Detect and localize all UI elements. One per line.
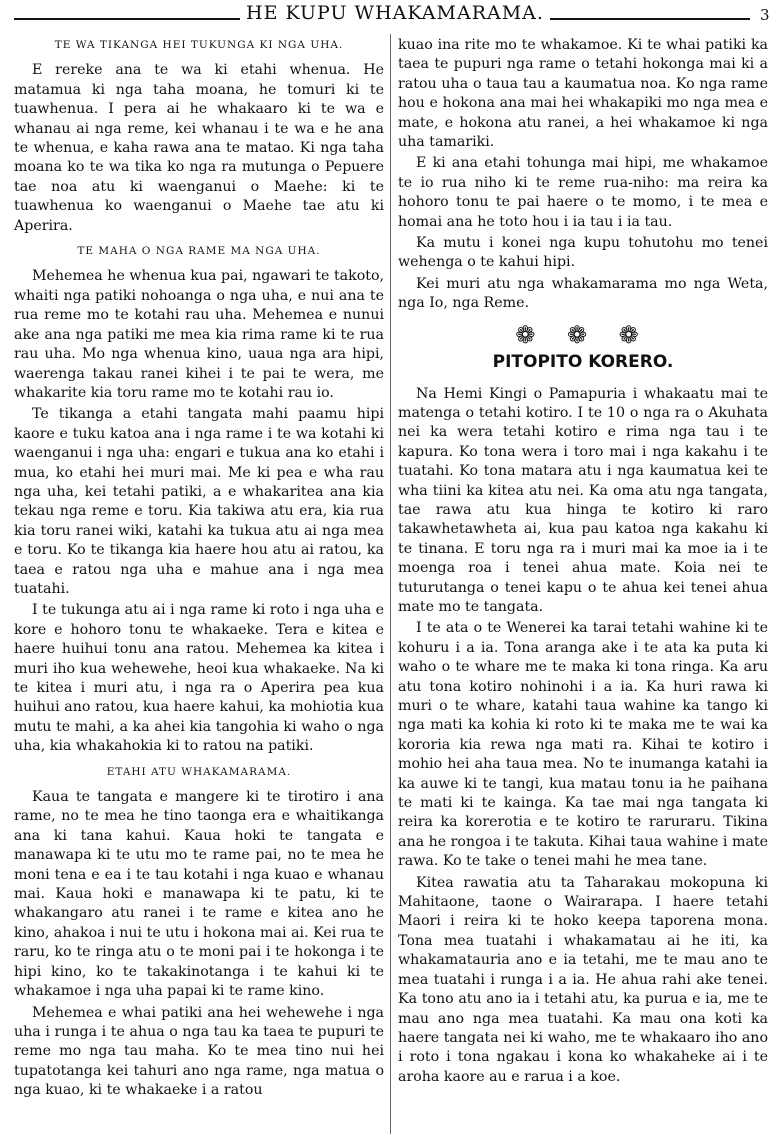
column-divider (390, 34, 391, 1134)
paragraph: Na Hemi Kingi o Pamapuria i whakaatu mai te matenga o tetahi kotiro. I te 10 o nga ra o Akuhata nei ka wera tetahi kotiro e rima nga tau i te kapura. Ko tona wera i toro mai i nga kakahu i te tuatahi. Ko tona matara atu i nga kaumatua kei te wha tiini ka kitea atu nei. Ka oma atu nga tangata, tae rawa atu kua hinga te kotiro ki raro takawhetawheta ai, kua pau katoa nga kakahu ki te tinana. E toru nga ra i muri mai ka moe ia i te moenga roa i tenei ahua mate. Koia nei te tuturutanga o tenei kapu o te ahua kei tenei ahua mate mo te tangata. (398, 385, 768, 615)
right-column (398, 36, 768, 1087)
paragraph: E ki ana etahi tohunga mai hipi, me whakamoe te io rua niho ki te reme rua-niho: ma reira ka hohoro tonu te pai haere o te momo, i te mea e homai ana he toto hou i ia tau i ia tau. (398, 155, 768, 230)
paragraph: Ka mutu i konei nga kupu tohutohu mo tenei wehenga o te kahui hipi. (398, 235, 768, 271)
paragraph: Te tikanga a etahi tangata mahi paamu hipi kaore e tuku katoa ana i nga rame i te wa kotahi ki waenganui i nga uha: engari e tukua ana ko etahi i mua, ko etahi hei muri mai. Me ki pea e wha rau nga uha, kei tetahi patiki, a e whakaritea ana kia tekau nga reme e toru. Kia takiwa atu era, kia rua kia toru ranei wiki, katahi ka tukua atu ai nga mea e toru. Ko te tikanga kia haere hou atu ai ratou, ka taea e ratou nga uha e mahue ana i nga mea tuatahi. (14, 406, 384, 597)
flower-ornament-icon: ❁ ❁ ❁ (515, 320, 651, 349)
paragraph: Mehemea he whenua kua pai, ngawari te takoto, whaiti nga patiki nohoanga o nga uha, e nui ana te rua reme mo te kotahi rau uha. Mehemea e nunui ake ana nga patiki me mea kia rima rame ki te rua rau uha. Mo nga whenua kino, uaua nga ara hipi, waerenga takau ranei kihei i te pai te wera, me whakarite kia toru rame mo te kotahi rau io. (14, 268, 384, 401)
section-heading: TE WA TIKANGA HEI TUKUNGA KI NGA UHA. (54, 39, 344, 51)
page-number: 3 (760, 6, 770, 24)
news-heading: PITOPITO KORERO. (492, 352, 674, 373)
section-heading: ETAHI ATU WHAKAMARAMA. (106, 765, 292, 778)
section-heading: TE MAHA O NGA RAME MA NGA UHA. (77, 245, 321, 258)
left-column (14, 36, 384, 1101)
page-header (0, 0, 782, 30)
paragraph: E rereke ana te wa ki etahi whenua. He matamua ki nga taha moana, he tomuri ki te tuawhenua. I pera ai he whakaaro ki te wa e whanau ai nga reme, kei whanau i te wa e he ana te whenua, e kaha rawa ana te matao. Ki nga taha moana ko te wa tika ko nga ra mutunga o Pepuere tae noa atu ki waenganui o Maehe: ki te tuawhenua ko waenganui o Maehe tae atu ki Aperira. (14, 62, 384, 234)
paragraph: Kaua te tangata e mangere ki te tirotiro i ana rame, no te mea he tino taonga era e whaitikanga ana ki tana kahui. Kaua hoki te tangata e manawapa ki te utu mo te rame pai, no te mea he moni tena e ea i te tau kotahi i nga kuao e whanau mai. Kaua hoki e manawapa ki te patu, ki te whakangaro atu ranei i te rame e kitea ano he kino, ahakoa i nui te utu i hokona mai ai. Kei rua te raru, ko te ringa atu o te moni pai i te hokonga i te hipi kino, ko te takakinotanga i te kahui ki te whakamoe i nga uha papai ki te rame kino. (14, 789, 384, 1000)
running-title: HE KUPU WHAKAMARAMA. (246, 2, 544, 24)
paragraph: Mehemea e whai patiki ana hei wehewehe i nga uha i runga i te ahua o nga tau ka taea te pupuri te reme mo nga tau maha. Ko te mea tino nui hei tupatotanga kei tahuri ano nga rame, nga matua o nga kuao, ki te whakaeke i a ratou (14, 1004, 384, 1099)
header-rule-left (14, 18, 240, 20)
paragraph: Kitea rawatia atu ta Taharakau mokopuna ki Mahitaone, taone o Wairarapa. I haere tetahi Maori i reira ki te hoko keepa taporena mona. Tona mea tuatahi i whakamatau ai he iti, ka whakamatauria ano e ia tetahi, me te mau ano te mea tuatahi i runga i a ia. He ahua rahi ake tenei. Ka tono atu ano ia i tetahi atu, ka purua e ia, me te mau ano nga mea tuatahi. Ka mau ona koti ka haere tangata nei ki waho, me te whakaaro iho ano i roto i tona ngakau i kona ko whakaheke ai i te aroha kaore au e rarua i a koe. (398, 874, 768, 1085)
paragraph: I te ata o te Wenerei ka tarai tetahi wahine ki te kohuru i a ia. Tona aranga ake i te ata ka puta ki waho o te whare me te maka ki tona ringa. Ka aru atu tona kotiro nohinohi i a ia. Ka huri rawa ki muri o te whare, katahi taua wahine ka tango ki nga mati ka kohia ki roto ki te maka me te wai ka kororia kia rewa nga mati ra. Kihai te kotiro i mohio hei aha taua mea. No te inumanga katahi ia ka auwe ki te tangi, kua matau tonu ia he paihana te mati ki te kainga. Ka tae mai nga tangata ki reira ka korerotia e te kotiro te raruraru. Tikina ana he rongoa i te takuta. Kihai taua wahine i mate rawa. Ko te take o tenei mahi he mea tane. (398, 620, 768, 870)
header-rule-right (550, 18, 750, 20)
paragraph: I te tukunga atu ai i nga rame ki roto i nga uha e kore e hohoro tonu te whakaeke. Tera e kitea e haere huihui tonu ana ratou. Mehemea ka kitea i muri iho kua wehewehe, heoi kua whakaeke. Na ki te kitea i muri atu, i nga ra o Aperira pea kua huihui ano ratou, kua haere kahui, ka mohiotia kua mutu te mahi, a ka ahei kia tangohia ki waho o nga uha, kia whakahokia ki to ratou na patiki. (14, 602, 384, 755)
paragraph: kuao ina rite mo te whakamoe. Ki te whai patiki ka taea te pupuri nga rame o tetahi hokonga mai ki a ratou uha o taua tau a kaumatua noa. Ko nga rame hou e hokona ana mai hei whakapiki mo nga mea e mate, e hokona atu ranei, a hei whakamoe ki nga uha tamariki. (398, 37, 768, 151)
paragraph: Kei muri atu nga whakamarama mo nga Weta, nga Io, nga Reme. (398, 275, 768, 312)
